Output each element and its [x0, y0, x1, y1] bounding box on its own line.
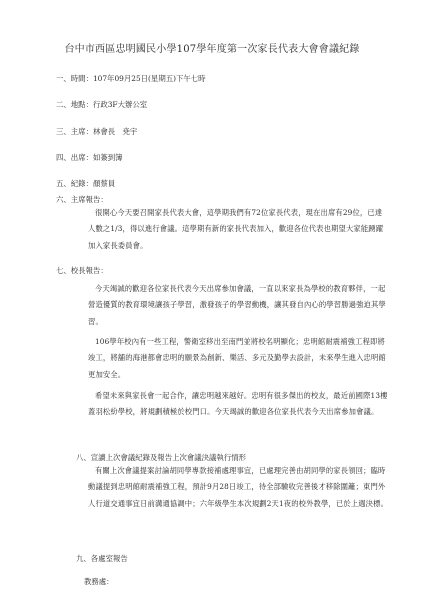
meeting-attendance: 四、出席：如簽到簿	[56, 153, 123, 162]
academic-affairs-label: 教務處：	[84, 577, 114, 586]
principal-paragraph-1: 今天竭誠的歡迎各位家長代表今天出席參加會議，一直以來家長為學校的教育夥伴，一起營造優質的教育環境讓孩子學習，激發孩子的學習動機，讓其發自內心的學習勝過強迫其學習。	[88, 284, 386, 326]
meeting-location: 二、地點：行政3F大辦公室	[56, 100, 148, 109]
principal-paragraph-2: 106學年校內有一些工程，警衛室移出至南門並將校名明顯化；忠明館耐震補強工程即將竣工，將舖的海港都會忠明的願景為創新、樂活、多元及勤學去設計，未來學生進入忠明館更加安全。	[88, 337, 386, 379]
section-9-heading: 九、各處室報告	[76, 554, 128, 563]
chair-report-text: 很開心今天要召開家長代表大會，這學期我們有72位家長代表，現在出席有29位，已達人數之1/3，得以進行會議。這學期有新的家長代表加入，歡迎各位代表也期望大家能踴躍加入家長委員會。	[88, 208, 384, 250]
principal-paragraph-3: 希望未來與家長會一起合作，讓忠明越來越好。忠明有很多傑出的校友，最近前國際13樓蓋羽松紛學校，將規劃積極於校門口。今天竭誠的歡迎各位家長代表今天出席參加會議。	[88, 391, 388, 417]
meeting-chair: 三、主席：林會長 尭宇	[56, 127, 138, 136]
meeting-time: 一、時間：107年09月25日(星期五)下午七時	[56, 74, 206, 83]
document-title: 台中市西區忠明國民小學107學年度第一次家長代表大會會議紀錄	[64, 44, 360, 55]
chair-report-heading: 六、主席報告：	[56, 195, 108, 204]
section-8-text: 有關上次會議提案討論胡同學專款接補處理事宜，已處理完善由胡同學的家長領回；臨時動議提到忠明館耐震補強工程，預計9月28日竣工，待全部驗收完善後才移除圍籬；東門外人行道交通事宜日前溝通協調中；六年級學生本次規劃2天1夜的校外教學，已於上週決標。	[88, 466, 389, 508]
principal-report-heading: 七、校長報告：	[56, 266, 108, 275]
section-8-heading: 八、宣讀上次會議紀錄及報告上次會議決議執行情形	[76, 453, 246, 462]
meeting-recorder: 五、紀錄：顏蔡員	[56, 179, 116, 188]
